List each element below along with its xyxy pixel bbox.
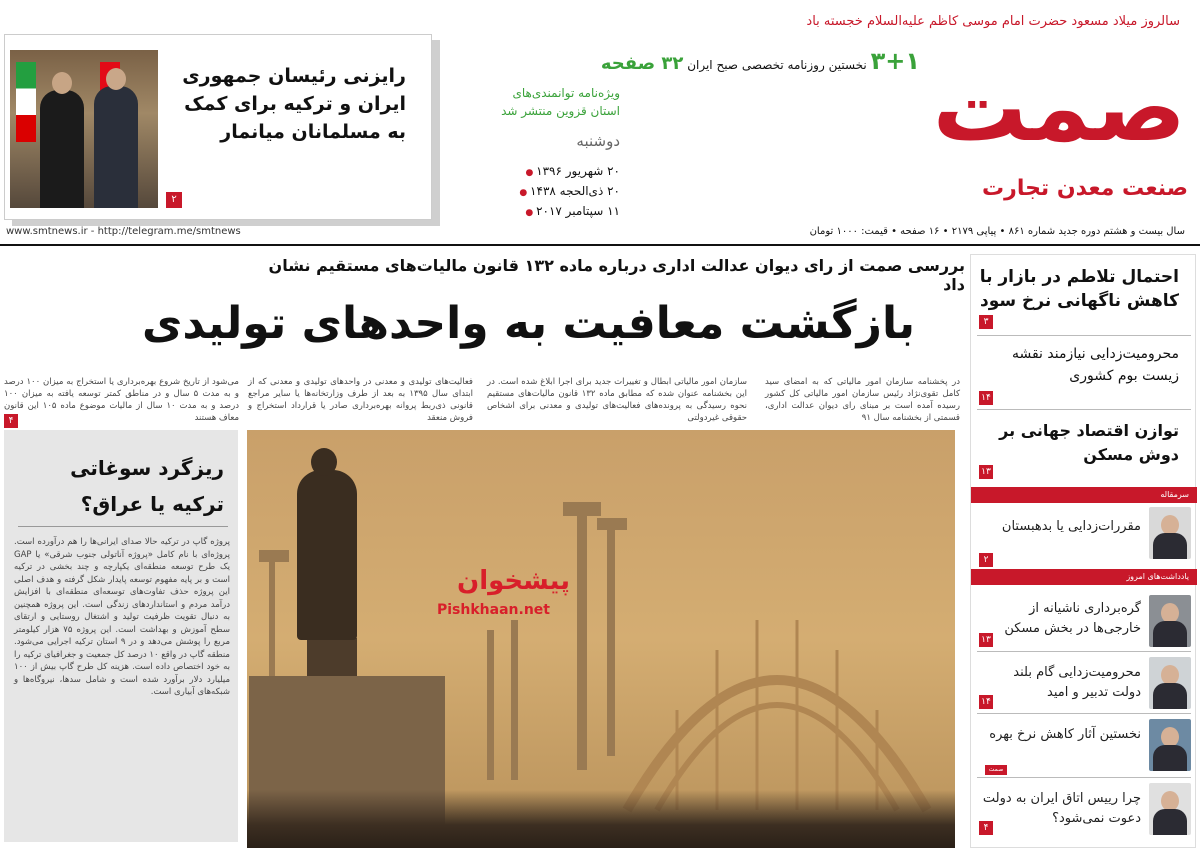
date-shamsi: ۲۰ شهریور ۱۳۹۶ ● bbox=[525, 164, 620, 178]
note-4-author-photo bbox=[1149, 783, 1191, 835]
head-right bbox=[106, 68, 126, 90]
person-left bbox=[40, 90, 84, 208]
statue-pedestal bbox=[307, 638, 357, 676]
logo-sub-text: صنعت معدن تجارت bbox=[982, 176, 1188, 201]
note-4-title[interactable]: چرا رییس اتاق ایران به دولت دعوت نمی‌شود؟ bbox=[982, 791, 1141, 826]
lead-subheadline: بررسی صمت از رای دیوان عدالت اداری درباره ماده ۱۳۲ قانون مالیات‌های مستقیم نشان داد bbox=[268, 256, 965, 294]
url-line[interactable]: www.smtnews.ir - http://telegram.me/smtnews bbox=[6, 226, 241, 237]
index-divider-2 bbox=[977, 409, 1191, 410]
lamp-post-3 bbox=[487, 630, 494, 780]
section-notes: یادداشت‌های امروز bbox=[971, 569, 1197, 585]
watermark-url: Pishkhaan.net bbox=[437, 602, 550, 618]
lamp-head-5 bbox=[259, 550, 289, 562]
date-gregorian: ۱۱ سپتامبر ۲۰۱۷ ● bbox=[525, 204, 620, 218]
lead-headline[interactable]: بازگشت معافیت به واحدهای تولیدی bbox=[142, 298, 915, 349]
sandstorm-photo bbox=[247, 430, 955, 848]
statue-head bbox=[311, 448, 337, 476]
editorial-author-photo bbox=[1149, 507, 1191, 559]
special-edition bbox=[440, 84, 620, 120]
tree-line bbox=[247, 790, 955, 848]
note-3-author-photo bbox=[1149, 719, 1191, 771]
sidebar-story-title[interactable] bbox=[24, 450, 224, 522]
note-1-title[interactable]: گره‌برداری ناشیانه از خارجی‌ها در بخش مسکن bbox=[1004, 601, 1141, 636]
section-editorial: سرمقاله bbox=[971, 487, 1197, 503]
watermark-farsi: پیشخوان bbox=[457, 566, 570, 596]
notes-divider-3 bbox=[977, 777, 1191, 778]
note-2-page: ۱۴ bbox=[979, 695, 993, 709]
lamp-head-1 bbox=[563, 502, 601, 516]
special-line-1: ویژه‌نامه توانمندی‌های bbox=[512, 86, 620, 100]
sidebar-story-title-line-1: ریزگرد سوغاتی bbox=[70, 456, 224, 480]
lead-page-marker: ۴ bbox=[4, 414, 18, 428]
index-item-1-page: ۳ bbox=[979, 315, 993, 329]
lamp-post-1 bbox=[577, 510, 587, 770]
note-3-title[interactable]: نخستین آثار کاهش نرخ بهره bbox=[989, 727, 1141, 742]
promo-number: ۳+۱ bbox=[870, 47, 920, 75]
lead-column-4: می‌شود از تاریخ شروع بهره‌برداری یا استخراج به میزان ۱۰۰ درصد و به مدت ۵ سال و در مناطق کمتر توسعه یافته به میزان ۱۰۰ درصد و به مدت ۱۰ سال از مالیات موضوع ماده ۱۰۵ این قانون معاف هستند bbox=[4, 377, 239, 423]
index-item-2[interactable]: محرومیت‌زدایی نیازمند نقشه زیست بوم کشوری bbox=[1011, 346, 1179, 384]
index-divider-1 bbox=[977, 335, 1191, 336]
promo-pages: ۳۲ صفحه bbox=[600, 53, 684, 74]
index-item-2-page: ۱۴ bbox=[979, 391, 993, 405]
note-1-author-photo bbox=[1149, 595, 1191, 647]
note-1-page: ۱۳ bbox=[979, 633, 993, 647]
lead-column-2: سازمان امور مالیاتی ابطال و تغییرات جدید برای اجرا ابلاغ شده است. در این بخشنامه عنوان شده که مطابق ماده ۱۳۲ قانون مالیات‌های مستقیم نحوه رسیدگی به پرونده‌های فعالیت‌های تولیدی و معدنی برای اشخاص حقوقی غیردولتی bbox=[487, 377, 747, 423]
dates-block bbox=[470, 162, 620, 222]
editorial-page: ۲ bbox=[979, 553, 993, 567]
notes-divider-1 bbox=[977, 651, 1191, 652]
note-3-badge: صمت bbox=[985, 765, 1007, 775]
statue bbox=[297, 470, 357, 640]
day-name: دوشنبه bbox=[576, 132, 620, 150]
index-item-3-page: ۱۳ bbox=[979, 465, 993, 479]
top-story-page-marker: ۲ bbox=[166, 192, 182, 208]
news-index bbox=[970, 254, 1196, 848]
special-line-2: استان قزوین منتشر شد bbox=[501, 104, 620, 118]
head-left bbox=[52, 72, 72, 94]
date-hijri: ۲۰ ذی‌الحجه ۱۴۳۸ ● bbox=[519, 184, 620, 198]
promo-text: نخستین روزنامه تخصصی صبح ایران bbox=[687, 58, 867, 72]
lamp-head-2 bbox=[597, 518, 627, 530]
sidebar-story-title-line-2: ترکیه یا عراق؟ bbox=[80, 492, 224, 516]
lamp-post-2 bbox=[607, 526, 615, 756]
person-right bbox=[94, 86, 138, 208]
notes-divider-2 bbox=[977, 713, 1191, 714]
top-story-headline[interactable]: رایزنی رئیسان جمهوری ایران و ترکیه برای کمک به مسلمانان میانمار bbox=[182, 65, 406, 143]
issue-info: سال بیست و هشتم دوره جدید شماره ۸۶۱ • پیاپی ۲۱۷۹ • ۱۶ صفحه • قیمت: ۱۰۰۰ تومان bbox=[809, 226, 1185, 237]
occasion-line: سالروز میلاد مسعود حضرت امام موسی کاظم علیه‌السلام خجسته باد bbox=[806, 14, 1180, 29]
presidents-photo bbox=[10, 50, 158, 208]
note-2-title[interactable]: محرومیت‌زدایی گام بلند دولت تدبیر و امید bbox=[1013, 665, 1141, 700]
sidebar-story-rule bbox=[18, 526, 228, 527]
lead-column-1: در پخشنامه سازمان امور مالیاتی که به امضای سید کامل تقوی‌نژاد رئیس سازمان امور مالیاتی کل کشور رسیده آمده است بر مبنای رای دیوان عدالت اداری، قسمتی از بخشنامه سال ۹۱ bbox=[765, 377, 960, 423]
sidebar-story-body: پروژه گاپ در ترکیه حالا صدای ایرانی‌ها را هم درآورده است. پروژه‌ای با نام کامل «پروژه آناتولی جنوب شرقی» یا GAP یک طرح توسعه منطقه‌ای یکپارچه و چند بخشی در ترکیه است و بر پایه مفهوم توسعه پایدار شکل گرفته و هدف اصلی این پروژه حذف تفاوت‌های توسعه‌ای منطقه‌ای با افزایش درآمد مردم و استانداردهای زندگی است. این پروژه همچنین به دنبال تقویت ظرفیت تولید و اشتغال روستایی و ارتقای سطح آموزش و بهداشت است. این پروژه ۷۵ هزار کیلومتر مربع را پوشش می‌دهد و در ۹ استان ترکیه اجرایی می‌شود. منطقه گاپ در واقع ۱۰ درصد کل جمعیت و جغرافیای ترکیه را به خود اختصاص داده است. هزینه کل طرح گاپ بیش از ۱۰۰ میلیارد دلار برآورد شده است و شامل سدها، نیروگاه‌ها و شبکه‌های آبیاری است. bbox=[14, 537, 230, 697]
bridge-arches bbox=[617, 510, 937, 810]
promo-line bbox=[560, 47, 920, 75]
index-item-3[interactable]: توازن اقتصاد جهانی بر دوش مسکن bbox=[999, 421, 1179, 464]
lamp-post-4 bbox=[511, 620, 518, 780]
masthead-divider bbox=[0, 244, 1200, 246]
note-2-author-photo bbox=[1149, 657, 1191, 709]
lead-column-3: فعالیت‌های تولیدی و معدنی در واحدهای تولیدی و معدنی که از ابتدای سال ۱۳۹۵ به بعد از طرف وزارتخانه‌ها یا سایر مراجع قانونی ذی‌ربط پروانه بهره‌برداری صادر یا قرارداد استخراج و فروش منعقد bbox=[248, 377, 473, 423]
iran-flag bbox=[16, 62, 36, 142]
logo-main-text: صمت bbox=[932, 54, 1186, 163]
editorial-title[interactable]: مقررات‌زدایی یا بدهبستان bbox=[1001, 519, 1141, 534]
index-item-1[interactable]: احتمال تلاطم در بازار با کاهش ناگهانی نرخ سود bbox=[979, 267, 1179, 311]
lamp-post-5 bbox=[269, 558, 275, 688]
note-4-page: ۴ bbox=[979, 821, 993, 835]
